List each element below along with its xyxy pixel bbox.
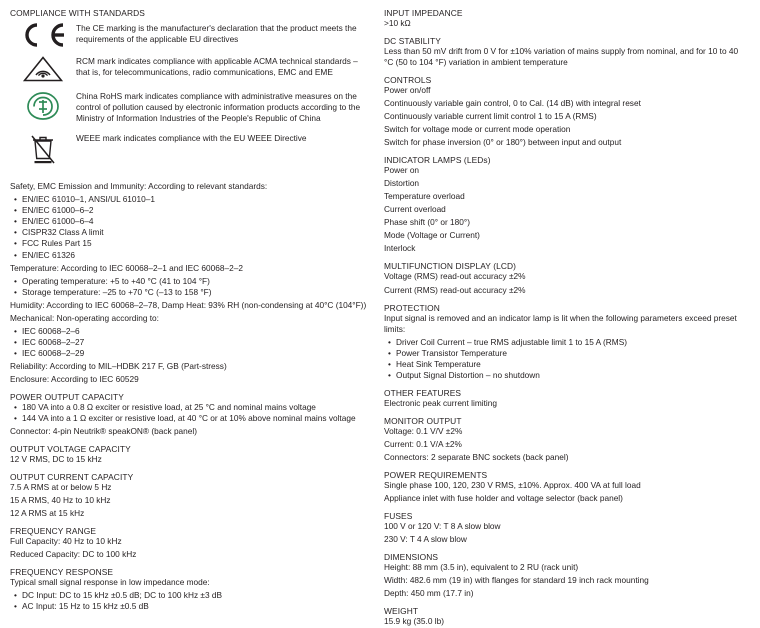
other-features-section [384, 388, 744, 409]
monitor-line: Connectors: 2 separate BNC sockets (back panel) [384, 451, 569, 462]
output-current-capacity-section [10, 472, 370, 519]
right-column [384, 8, 744, 628]
list-item: • IEC 60068–2–29 [22, 348, 370, 359]
fuses-heading: FUSES [384, 510, 413, 521]
controls-line: Continuously variable current limit control 1 to 15 A (RMS) [384, 111, 597, 122]
indicator-line: Interlock [384, 243, 416, 254]
indicator-line: Power on [384, 165, 420, 176]
list-item: • Output Signal Distortion – no shutdown [396, 370, 744, 381]
temperature-list [10, 276, 370, 298]
power-req-line: Single phase 100, 120, 230 V RMS, ±10%. Approx. 400 VA at full load [384, 479, 641, 490]
indicator-line: Current overload [384, 204, 446, 215]
safety-emc-section [10, 181, 370, 385]
output-current-heading: OUTPUT CURRENT CAPACITY [10, 471, 134, 482]
compliance-section [10, 8, 370, 174]
power-output-heading: POWER OUTPUT CAPACITY [10, 391, 124, 402]
list-item: • 144 VA into a 1 Ω exciter or resistive load, at 40 °C or at 10% above nominal mains voltage [22, 413, 370, 424]
list-item: • CISPR32 Class A limit [22, 227, 370, 238]
list-item: • Operating temperature: +5 to +40 °C (41 to 104 °F) [22, 276, 370, 287]
reliability-text: Reliability: According to MIL–HDBK 217 F, GB (Part-stress) [10, 360, 227, 371]
power-output-list [10, 402, 370, 424]
controls-line: Switch for phase inversion (0° or 180°) between input and output [384, 137, 622, 148]
power-output-capacity-section [10, 392, 370, 437]
multifunction-display-section [384, 261, 744, 295]
table-row [10, 91, 370, 133]
list-item: • Heat Sink Temperature [396, 359, 744, 370]
humidity-text: Humidity: According to IEC 60068–2–78, Damp Heat: 93% RH (non-condensing at 40°C (104°F)) [10, 299, 367, 310]
list-item: • IEC 60068–2–6 [22, 326, 370, 337]
table-row [10, 23, 370, 56]
frequency-response-section [10, 567, 370, 612]
output-voltage-text: 12 V RMS, DC to 15 kHz [10, 453, 102, 464]
fuses-line: 230 V: T 4 A slow blow [384, 533, 467, 544]
rcm-mark-icon [10, 56, 76, 91]
protection-section [384, 303, 744, 381]
protection-heading: PROTECTION [384, 302, 440, 313]
left-column [10, 8, 370, 628]
output-current-line: 7.5 A RMS at or below 5 Hz [10, 481, 112, 492]
controls-heading: CONTROLS [384, 75, 432, 86]
frequency-range-heading: FREQUENCY RANGE [10, 526, 97, 537]
input-impedance-heading: INPUT IMPEDANCE [384, 8, 463, 18]
connector-text: Connector: 4-pin Neutrik® speakON® (back panel) [10, 425, 198, 436]
china-rohs-mark-icon [10, 91, 76, 133]
temperature-intro: Temperature: According to IEC 60068–2–1 and IEC 60068–2–2 [10, 262, 243, 273]
fuses-line: 100 V or 120 V: T 8 A slow blow [384, 520, 501, 531]
compliance-heading: COMPLIANCE WITH STANDARDS [10, 8, 145, 18]
protection-list [384, 337, 744, 381]
list-item: • Power Transistor Temperature [396, 348, 744, 359]
compliance-marks-table [10, 23, 370, 174]
list-item: • EN/IEC 61000–6–4 [22, 216, 370, 227]
other-features-heading: OTHER FEATURES [384, 387, 462, 398]
power-req-heading: POWER REQUIREMENTS [384, 469, 488, 480]
list-item: • IEC 60068–2–27 [22, 337, 370, 348]
monitor-line: Voltage: 0.1 V/V ±2% [384, 425, 463, 436]
frequency-range-section [10, 526, 370, 560]
weight-heading: WEIGHT [384, 606, 419, 617]
monitor-heading: MONITOR OUTPUT [384, 415, 462, 426]
protection-intro: Input signal is removed and an indicator lamp is lit when the following parameters exceed preset limits: [384, 312, 737, 334]
fuses-section [384, 511, 744, 545]
dimensions-section [384, 552, 744, 599]
output-voltage-heading: OUTPUT VOLTAGE CAPACITY [10, 443, 131, 454]
controls-section [384, 75, 744, 148]
dimensions-line: Width: 482.6 mm (19 in) with flanges for standard 19 inch rack mounting [384, 575, 649, 585]
indicator-line: Mode (Voltage or Current) [384, 230, 480, 241]
weee-mark-icon [10, 133, 76, 174]
indicator-lamps-section [384, 155, 744, 254]
list-item: • EN/IEC 61326 [22, 250, 370, 261]
list-item: • 180 VA into a 0.8 Ω exciter or resistive load, at 25 °C and nominal mains voltage [22, 402, 370, 413]
output-voltage-capacity-section [10, 444, 370, 465]
ce-mark-text: The CE marking is the manufacturer's declaration that the product meets the requirements of the applicable EU directives [76, 23, 357, 45]
dimensions-line: Height: 88 mm (3.5 in), equivalent to 2 RU (rack unit) [384, 561, 579, 572]
indicator-line: Phase shift (0° or 180°) [384, 217, 470, 228]
safety-intro: Safety, EMC Emission and Immunity: According to relevant standards: [10, 181, 268, 192]
dimensions-heading: DIMENSIONS [384, 551, 439, 562]
controls-line: Power on/off [384, 85, 431, 96]
china-rohs-mark-text: China RoHS mark indicates compliance with administrative measures on the control of pollution caused by electronic information products according to the Ministry of Information Industries of the People's Republic of China [76, 91, 361, 124]
power-req-line: Appliance inlet with fuse holder and voltage selector (back panel) [384, 492, 623, 503]
list-item: • FCC Rules Part 15 [22, 238, 370, 249]
monitor-line: Current: 0.1 V/A ±2% [384, 438, 462, 449]
list-item: • EN/IEC 61000–6–2 [22, 205, 370, 216]
list-item: • Storage temperature: –25 to +70 °C (–13 to 158 °F) [22, 287, 370, 298]
dimensions-line: Depth: 450 mm (17.7 in) [384, 588, 474, 599]
monitor-output-section [384, 416, 744, 463]
list-item: • Driver Coil Current – true RMS adjustable limit 1 to 15 A (RMS) [396, 337, 744, 348]
display-heading: MULTIFUNCTION DISPLAY (LCD) [384, 261, 517, 272]
frequency-range-line: Reduced Capacity: DC to 100 kHz [10, 549, 137, 560]
input-impedance-text: >10 kΩ [384, 18, 411, 28]
frequency-response-list [10, 590, 370, 612]
other-features-text: Electronic peak current limiting [384, 397, 497, 408]
weee-mark-text: WEEE mark indicates compliance with the EU WEEE Directive [76, 133, 307, 144]
weight-text: 15.9 kg (35.0 lb) [384, 616, 444, 627]
ce-mark-icon [10, 23, 76, 56]
dc-stability-section [384, 36, 744, 68]
enclosure-text: Enclosure: According to IEC 60529 [10, 373, 139, 384]
rcm-mark-text: RCM mark indicates compliance with applicable ACMA technical standards – that is, for telecommunications, radio communications, EMC and EME [76, 56, 358, 78]
output-current-line: 15 A RMS, 40 Hz to 10 kHz [10, 495, 111, 506]
weight-section [384, 606, 744, 627]
list-item: • EN/IEC 61010–1, ANSI/UL 61010–1 [22, 194, 370, 205]
controls-line: Switch for voltage mode or current mode operation [384, 124, 571, 135]
safety-standards-list [10, 194, 370, 260]
indicator-heading: INDICATOR LAMPS (LEDs) [384, 155, 491, 166]
controls-line: Continuously variable gain control, 0 to Cal. (14 dB) with integral reset [384, 98, 641, 109]
list-item: • DC Input: DC to 15 kHz ±0.5 dB; DC to 100 kHz ±3 dB [22, 590, 370, 601]
frequency-response-heading: FREQUENCY RESPONSE [10, 567, 114, 578]
dc-stability-text: Less than 50 mV drift from 0 V for ±10% variation of mains supply from nominal, and for 10 to 40 °C (50 to 104 °F) variation in ambient temperature [384, 46, 739, 68]
table-row [10, 133, 370, 174]
dc-stability-heading: DC STABILITY [384, 36, 441, 47]
list-item: • AC Input: 15 Hz to 15 kHz ±0.5 dB [22, 601, 370, 612]
display-line: Current (RMS) read-out accuracy ±2% [384, 284, 526, 295]
table-row [10, 56, 370, 91]
input-impedance-section [384, 8, 744, 29]
display-line: Voltage (RMS) read-out accuracy ±2% [384, 271, 526, 282]
mechanical-list [10, 326, 370, 359]
frequency-range-line: Full Capacity: 40 Hz to 10 kHz [10, 536, 122, 547]
power-requirements-section [384, 470, 744, 504]
indicator-line: Distortion [384, 178, 420, 189]
output-current-line: 12 A RMS at 15 kHz [10, 508, 85, 519]
frequency-response-intro: Typical small signal response in low impedance mode: [10, 577, 210, 588]
mechanical-intro: Mechanical: Non-operating according to: [10, 312, 159, 323]
indicator-line: Temperature overload [384, 191, 465, 202]
